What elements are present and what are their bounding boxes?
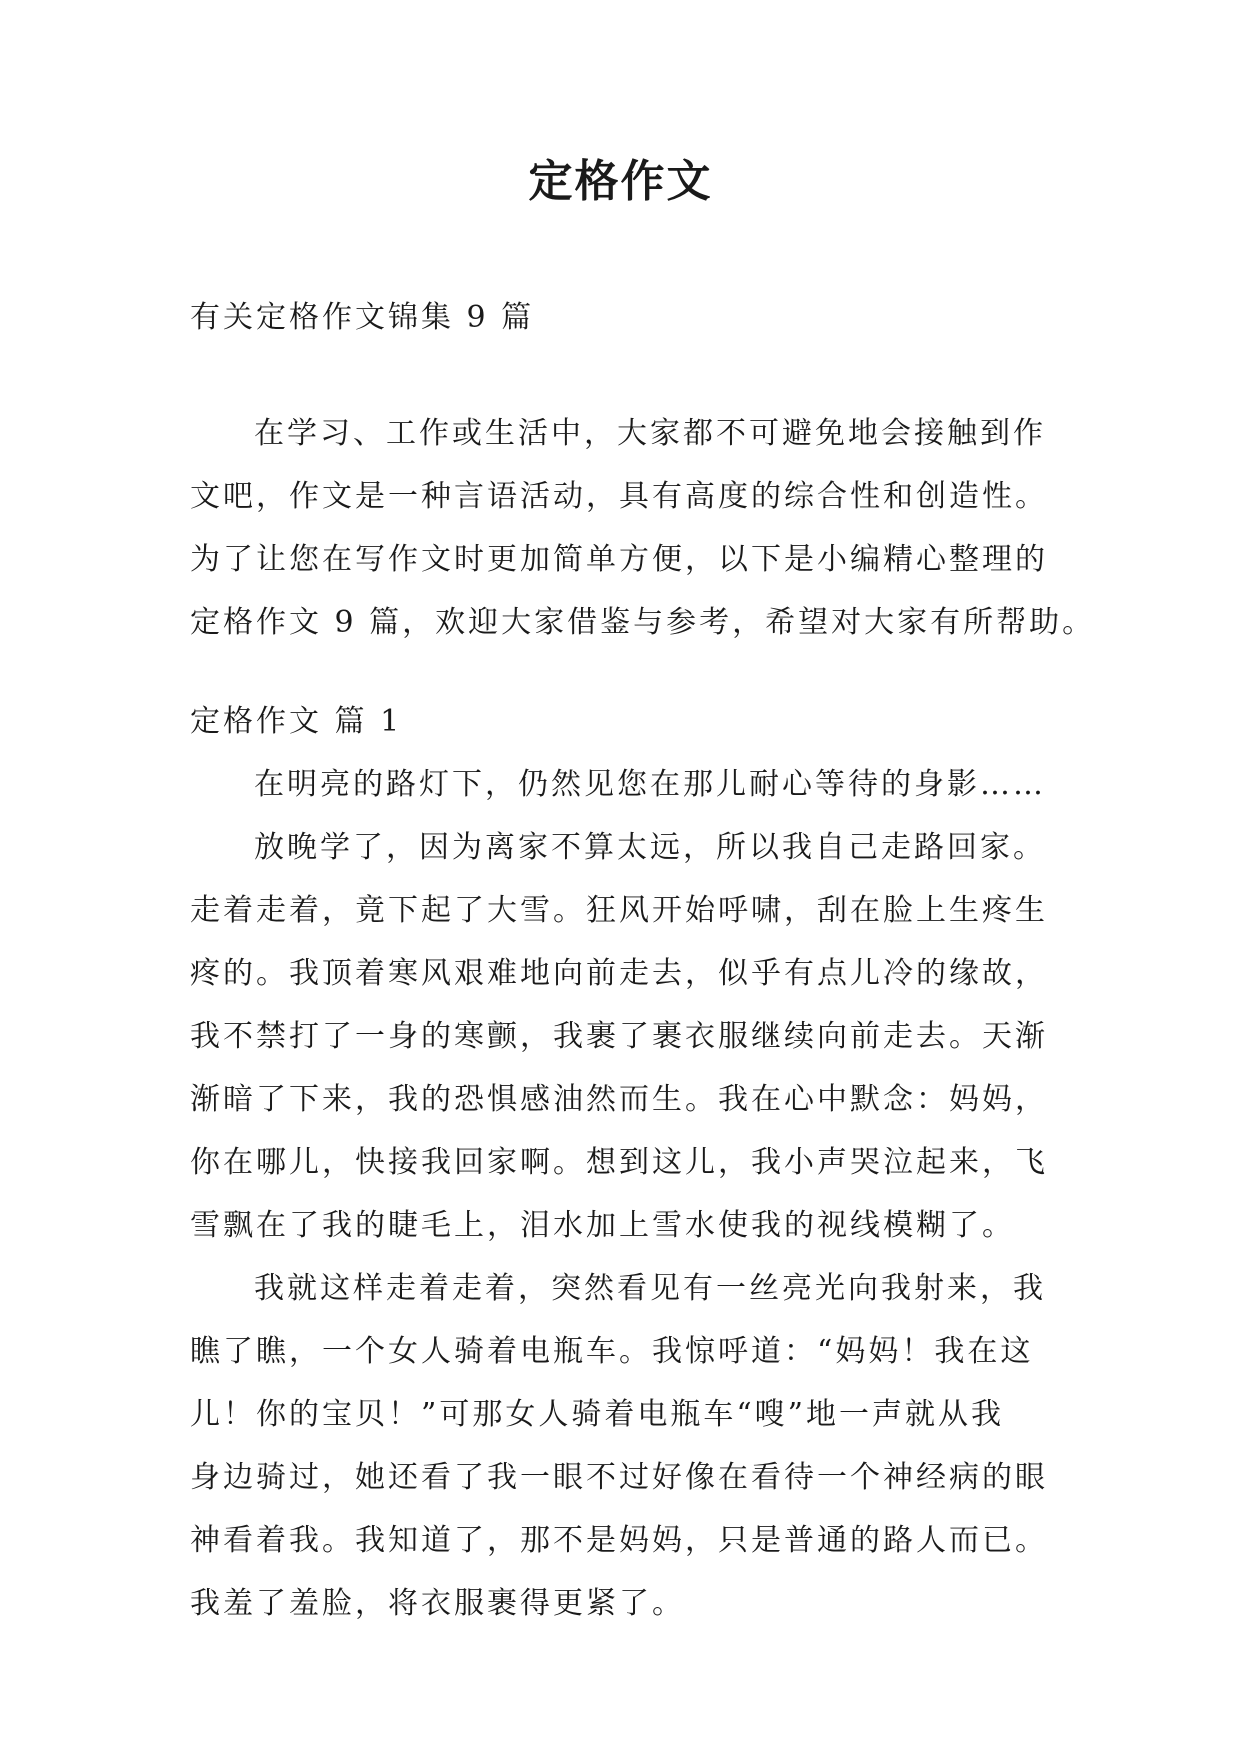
paragraph-line: 我羞了羞脸，将衣服裹得更紧了。 xyxy=(190,1586,685,1621)
document-subtitle xyxy=(190,286,1070,349)
paragraph-line: 定格作文 9 篇，欢迎大家借鉴与参考，希望对大家有所帮助。 xyxy=(190,605,1096,640)
document-title: 定格作文 xyxy=(528,156,713,207)
subtitle-line: 有关定格作文锦集 9 篇 xyxy=(190,300,535,335)
paragraph-line: 放晚学了，因为离家不算太远，所以我自己走路回家。 xyxy=(254,830,1046,865)
paragraph-line: 神看着我。我知道了，那不是妈妈，只是普通的路人而已。 xyxy=(190,1523,1048,1558)
paragraph-line: 你在哪儿，快接我回家啊。想到这儿，我小声哭泣起来，飞 xyxy=(190,1145,1048,1180)
paragraph-line: 雪飘在了我的睫毛上，泪水加上雪水使我的视线模糊了。 xyxy=(190,1208,1015,1243)
section-heading: 定格作文 篇 1 xyxy=(190,704,403,739)
paragraph-line: 在明亮的路灯下，仍然见您在那儿耐心等待的身影…… xyxy=(254,767,1046,802)
paragraph-line: 疼的。我顶着寒风艰难地向前走去，似乎有点儿冷的缘故， xyxy=(190,956,1048,991)
intro-paragraph xyxy=(190,402,1096,654)
paragraph-line: 渐暗了下来，我的恐惧感油然而生。我在心中默念：妈妈， xyxy=(190,1082,1048,1117)
paragraph-line: 走着走着，竟下起了大雪。狂风开始呼啸，刮在脸上生疼生 xyxy=(190,893,1048,928)
paragraph-line: 身边骑过，她还看了我一眼不过好像在看待一个神经病的眼 xyxy=(190,1460,1048,1495)
essay-section xyxy=(190,690,1070,1635)
paragraph-line: 在学习、工作或生活中，大家都不可避免地会接触到作 xyxy=(254,416,1046,451)
paragraph-line: 文吧，作文是一种言语活动，具有高度的综合性和创造性。 xyxy=(190,479,1048,514)
paragraph-line: 瞧了瞧，一个女人骑着电瓶车。我惊呼道：“妈妈！我在这 xyxy=(190,1334,1034,1369)
paragraph-line: 为了让您在写作文时更加简单方便，以下是小编精心整理的 xyxy=(190,542,1048,577)
paragraph-line: 儿！你的宝贝！”可那女人骑着电瓶车“嗖”地一声就从我 xyxy=(190,1397,1005,1432)
paragraph-line: 我就这样走着走着，突然看见有一丝亮光向我射来，我 xyxy=(254,1271,1046,1306)
paragraph-line: 我不禁打了一身的寒颤，我裹了裹衣服继续向前走去。天渐 xyxy=(190,1019,1048,1054)
